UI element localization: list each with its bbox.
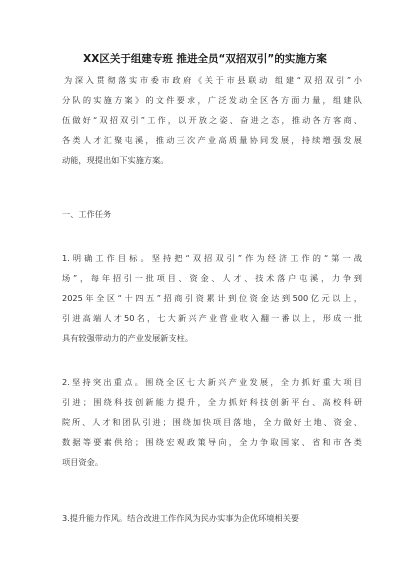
intro-paragraph <box>62 70 362 170</box>
intro-line: 为深入贯彻落实市委市政府《关于市县联动 组建“双招双引”小 <box>64 75 362 85</box>
intro-line: 分队的实施方案》的文件要求，广泛发动全区各方面力量，组建队 <box>62 95 362 105</box>
intro-line: 各类人才汇聚屯溪，推动三次产业高质量协同发展，持续增强发展 <box>62 135 362 145</box>
item-1-line: 具有较强带动力的产业发展新支柱。 <box>62 333 194 343</box>
section-heading-text: 一、工作任务 <box>62 209 112 219</box>
intro-line: 伍做好“双招双引”工作，以开放之姿、奋进之态，推动各方客商、 <box>62 115 362 125</box>
item-3-paragraph <box>62 508 362 528</box>
section-heading <box>62 204 362 224</box>
item-3-line: 3.提升能力作风。结合改进工作作风为民办实事为企优环境相关要 <box>62 513 300 523</box>
item-2-line: 2.坚持突出重点。围绕全区七大新兴产业发展，全力抓好重大项目 <box>62 377 362 387</box>
item-1-paragraph <box>62 248 362 348</box>
item-2-line: 项目资金。 <box>62 457 103 467</box>
item-1-line: 引进高端人才50名，七大新兴产业营业收入翻一番以上，形成一批 <box>62 313 362 323</box>
item-2-line: 院所、人才和团队引进；围绕加快项目落地，全力做好土地、资金、 <box>62 417 362 427</box>
item-1-line: 2025年全区“十四五”招商引资累计到位资金达到500亿元以上， <box>62 293 362 303</box>
intro-line: 动能，现提出如下实施方案。 <box>62 155 169 165</box>
item-1-line: 1.明确工作目标。坚持把“双招双引”作为经济工作的“第一战 <box>62 253 362 263</box>
document-title: XX区关于组建专班 推进全员“双招双引”的实施方案 <box>83 53 327 65</box>
item-2-line: 引进；围绕科技创新能力提升，全力抓好科技创新平台、高校科研 <box>62 397 362 407</box>
item-2-line: 数据等要素供给；围绕宏观政策导向，全力争取国家、省和市各类 <box>62 437 362 447</box>
item-1-line: 场”，每年招引一批项目、资金、人才、技术落户屯溪，力争到 <box>62 273 362 283</box>
item-2-paragraph <box>62 372 362 472</box>
